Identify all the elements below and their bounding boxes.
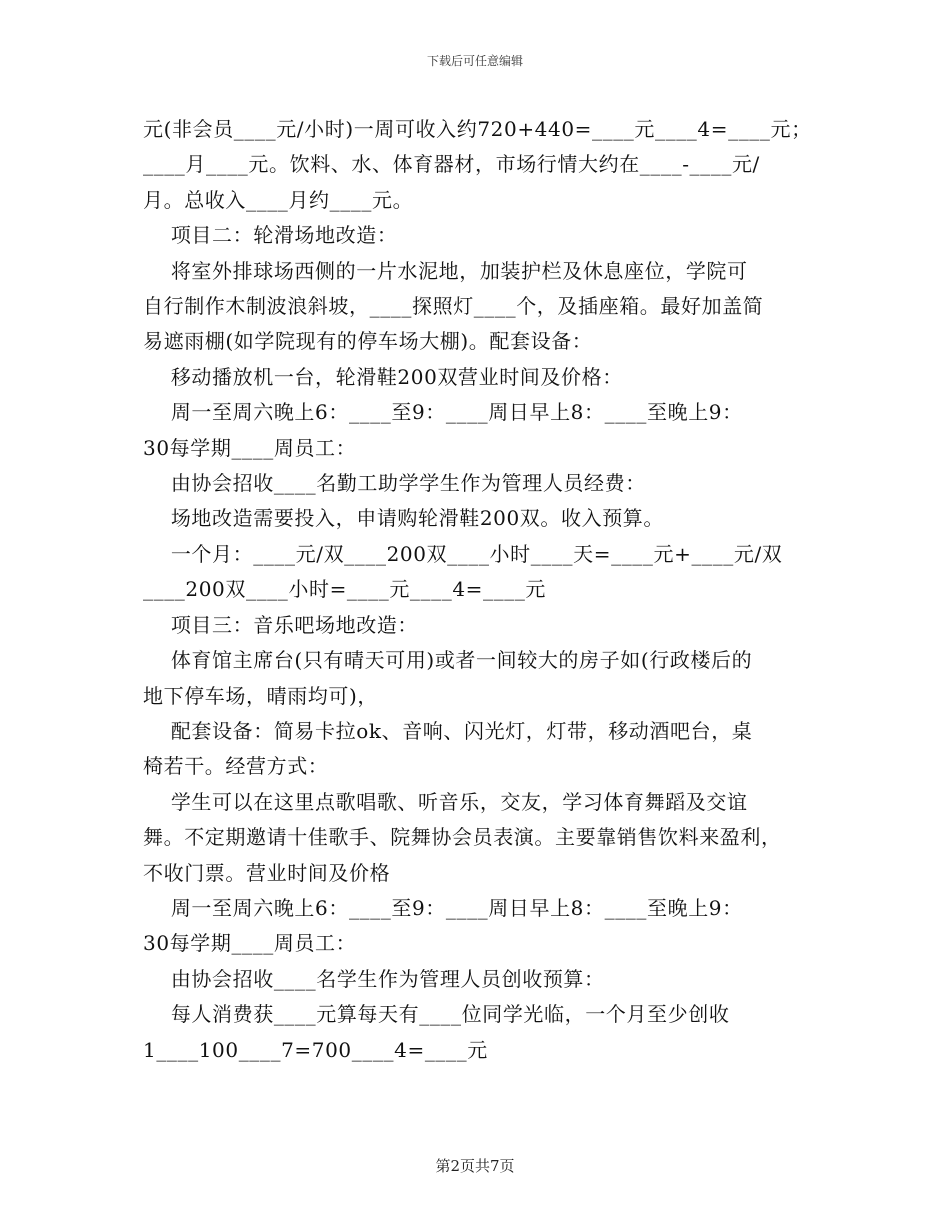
text-line: 每人消费获____元算每天有____位同学光临，一个月至少创收 bbox=[143, 1002, 730, 1027]
text-line: 椅若干。经营方式： bbox=[143, 754, 329, 779]
text-line: 30每学期____周员工： bbox=[143, 931, 357, 956]
text-line: 移动播放机一台，轮滑鞋200双营业时间及价格： bbox=[143, 364, 623, 389]
text-line: 由协会招收____名勤工助学学生作为管理人员经费： bbox=[143, 471, 646, 496]
page-header: 下载后可任意编辑 bbox=[426, 54, 523, 68]
text-line: 体育馆主席台(只有晴天可用)或者一间较大的房子如(行政楼后的 bbox=[143, 648, 753, 673]
section-heading: 项目三：音乐吧场地改造： bbox=[143, 612, 419, 637]
text-line: 自行制作木制波浪斜坡，____探照灯____个，及插座箱。最好加盖简 bbox=[143, 294, 764, 319]
text-line: ____月____元。饮料、水、体育器材，市场行情大约在____-____元/ bbox=[143, 152, 760, 177]
text-line: 由协会招收____名学生作为管理人员创收预算： bbox=[143, 966, 605, 991]
text-line: 舞。不定期邀请十佳歌手、院舞协会员表演。主要靠销售饮料来盈利， bbox=[143, 825, 782, 850]
text-line: 场地改造需要投入，申请购轮滑鞋200双。收入预算。 bbox=[143, 506, 665, 531]
text-line: 易遮雨棚(如学院现有的停车场大棚)。配套设备： bbox=[143, 329, 593, 354]
text-line: 周一至周六晚上6：____至9：____周日早上8：____至晚上9： bbox=[143, 400, 743, 425]
section-heading: 项目二：轮滑场地改造： bbox=[143, 223, 398, 248]
document-body bbox=[143, 112, 823, 1068]
text-line: 地下停车场，晴雨均可)， bbox=[143, 683, 379, 708]
text-line: 1____100____7=700____4=____元 bbox=[143, 1037, 488, 1062]
text-line: 月。总收入____月约____元。 bbox=[143, 187, 414, 212]
text-line: 将室外排球场西侧的一片水泥地，加装护栏及休息座位，学院可 bbox=[143, 258, 748, 283]
text-line: 一个月：____元/双____200双____小时____天=____元+____元/双 bbox=[143, 541, 783, 566]
text-line: 30每学期____周员工： bbox=[143, 435, 357, 460]
text-line: 配套设备：简易卡拉ok、音响、闪光灯，灯带，移动酒吧台，桌 bbox=[143, 718, 753, 743]
text-line: 元(非会员____元/小时)一周可收入约720+440=____元____4=____元； bbox=[143, 117, 812, 141]
page-footer: 第2页共7页 bbox=[435, 1157, 515, 1175]
text-line: ____200双____小时=____元____4=____元 bbox=[143, 577, 547, 602]
text-line: 不收门票。营业时间及价格 bbox=[143, 860, 391, 885]
text-line: 周一至周六晚上6：____至9：____周日早上8：____至晚上9： bbox=[143, 895, 743, 920]
text-line: 学生可以在这里点歌唱歌、听音乐，交友，学习体育舞蹈及交谊 bbox=[143, 789, 748, 814]
